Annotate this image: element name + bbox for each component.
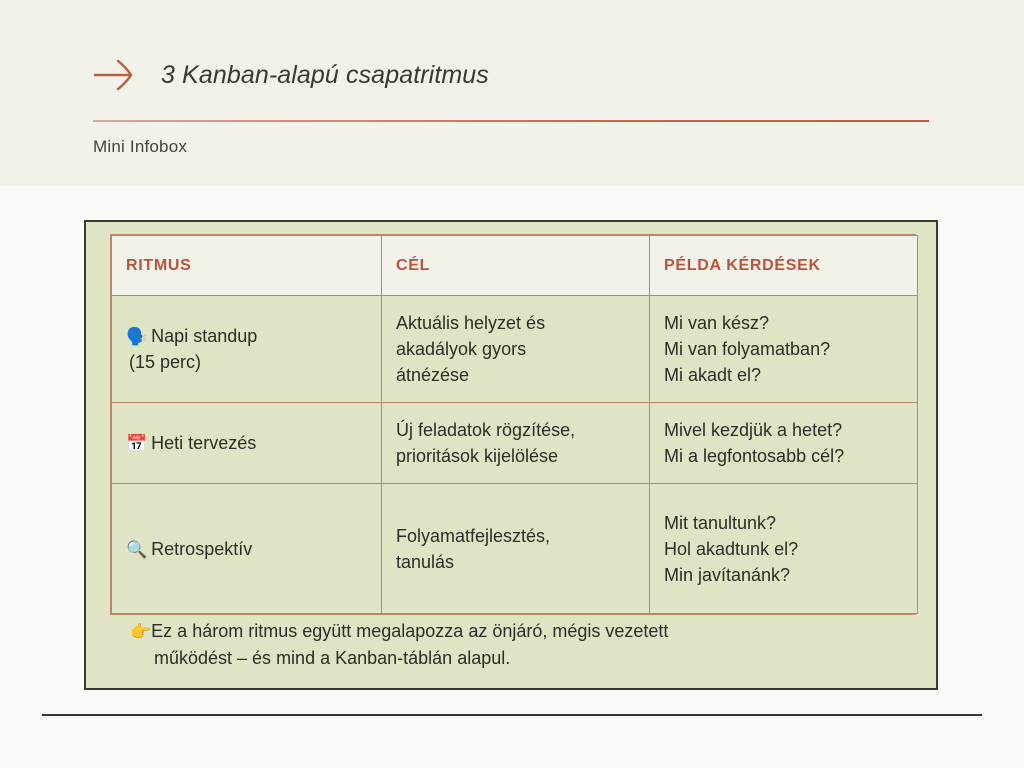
cel-line: Aktuális helyzet és xyxy=(396,313,546,333)
calendar-icon: 📅 xyxy=(126,434,148,454)
title-row xyxy=(93,58,489,92)
cell-cel xyxy=(382,484,650,614)
table-row xyxy=(112,296,918,403)
kerdes-line: Hol akadtunk el? xyxy=(664,538,799,559)
table-header-row xyxy=(112,236,918,296)
speaking-head-icon: 🗣️ xyxy=(126,326,148,346)
ritmus-sublabel: (15 perc) xyxy=(129,352,202,373)
cel-line: Folyamatfejlesztés, xyxy=(396,525,551,546)
kerdes-line: Min javítanánk? xyxy=(664,565,791,586)
cell-ritmus xyxy=(112,296,382,403)
footnote xyxy=(110,618,912,671)
magnifying-glass-icon: 🔍 xyxy=(126,539,148,559)
footnote-line-2: működést – és mind a Kanban-táblán alapul. xyxy=(154,647,511,668)
kerdes-line: Mi van kész? xyxy=(664,313,770,333)
title-divider xyxy=(93,120,929,122)
kerdes-line: Mi a legfontosabb cél? xyxy=(664,446,845,467)
info-table-wrapper xyxy=(110,234,916,615)
cell-ritmus xyxy=(112,403,382,484)
kerdes-line: Mi akadt el? xyxy=(664,365,762,386)
kerdes-line: Mi van folyamatban? xyxy=(664,339,831,360)
pointing-finger-icon: 👉 xyxy=(130,622,152,641)
cel-line: Új feladatok rögzítése, xyxy=(396,420,576,441)
table-row xyxy=(112,403,918,484)
column-header-ritmus: RITMUS xyxy=(112,236,382,296)
cel-line: tanulás xyxy=(396,551,455,572)
bottom-divider xyxy=(42,714,982,716)
column-header-cel: CÉL xyxy=(382,236,650,296)
ritmus-label: Heti tervezés xyxy=(151,433,257,454)
cel-line: átnézése xyxy=(396,365,470,386)
arrow-right-icon xyxy=(93,58,139,92)
page-subtitle: Mini Infobox xyxy=(93,137,188,156)
page-title: 3 Kanban-alapú csapatritmus xyxy=(161,60,489,89)
ritmus-label: Retrospektív xyxy=(151,538,253,559)
cell-ritmus xyxy=(112,484,382,614)
header-band xyxy=(0,0,1024,186)
cell-pelda-kerdesek xyxy=(650,296,918,403)
ritmus-label: Napi standup xyxy=(151,325,258,346)
cell-cel xyxy=(382,403,650,484)
cel-line: akadályok gyors xyxy=(396,339,527,360)
table-row xyxy=(112,484,918,614)
cell-pelda-kerdesek xyxy=(650,484,918,614)
kerdes-line: Mit tanultunk? xyxy=(664,512,777,533)
infobox-card xyxy=(84,220,938,690)
cell-pelda-kerdesek xyxy=(650,403,918,484)
info-table xyxy=(111,235,918,614)
kerdes-line: Mivel kezdjük a hetet? xyxy=(664,420,843,441)
table-body xyxy=(112,296,918,614)
table-header xyxy=(112,236,918,296)
cell-cel xyxy=(382,296,650,403)
column-header-pelda-kerdesek: PÉLDA KÉRDÉSEK xyxy=(650,236,918,296)
footnote-line-1: Ez a három ritmus együtt megalapozza az önjáró, mégis vezetett xyxy=(151,621,669,641)
cel-line: prioritások kijelölése xyxy=(396,446,559,467)
